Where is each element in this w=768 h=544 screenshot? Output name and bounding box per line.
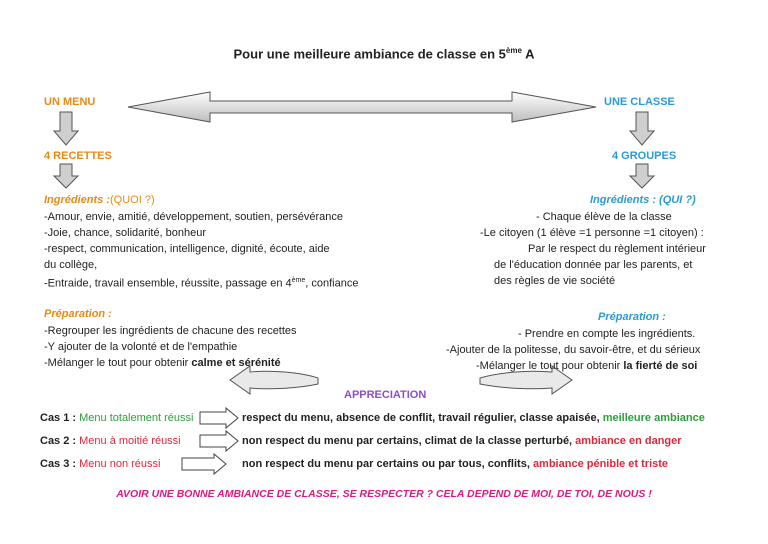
case-result-2: non respect du menu par certains, climat de la classe perturbé, ambiance en danger bbox=[242, 435, 682, 447]
footer-slogan: AVOIR UNE BONNE AMBIANCE DE CLASSE, SE RESPECTER ? CELA DEPEND DE MOI, DE TOI, DE NOUS ! bbox=[116, 488, 652, 500]
list-item: -Entraide, travail ensemble, réussite, passage en 4ème, confiance bbox=[44, 277, 359, 290]
case-arrow-3 bbox=[182, 454, 226, 474]
down-arrow-left-1 bbox=[54, 112, 78, 145]
list-item: -Ajouter de la politesse, du savoir-être, et du sérieux bbox=[446, 344, 701, 356]
right-preparation-title: Préparation : bbox=[598, 311, 666, 323]
list-item: -Le citoyen (1 élève =1 personne =1 citoyen) : bbox=[480, 227, 704, 239]
case-arrow-2 bbox=[200, 431, 238, 451]
list-item: -Mélanger le tout pour obtenir calme et sérénité bbox=[44, 357, 281, 369]
left-sub: 4 RECETTES bbox=[44, 150, 112, 162]
case-row-3: Cas 3 : Menu non réussi bbox=[40, 458, 161, 470]
list-item: des règles de vie société bbox=[494, 275, 616, 287]
list-item: -Y ajouter de la volonté et de l'empathie bbox=[44, 341, 238, 353]
left-ingredients-list bbox=[44, 209, 358, 289]
list-item: - Chaque élève de la classe bbox=[536, 211, 672, 223]
right-head: UNE CLASSE bbox=[604, 96, 675, 108]
appreciation-label: APPRECIATION bbox=[344, 389, 427, 401]
left-head: UN MENU bbox=[44, 96, 96, 108]
list-item: de l'éducation donnée par les parents, et bbox=[494, 259, 693, 271]
case-result-1: respect du menu, absence de conflit, travail régulier, classe apaisée, meilleure ambiance bbox=[242, 412, 705, 424]
list-item: -Joie, chance, solidarité, bonheur bbox=[44, 227, 207, 239]
case-result-3: non respect du menu par certains ou par tous, conflits, ambiance pénible et triste bbox=[242, 458, 669, 470]
right-sub: 4 GROUPES bbox=[612, 150, 677, 162]
right-ingredients-title: Ingrédients : (QUI ?) bbox=[590, 194, 696, 206]
case-row-1: Cas 1 : Menu totalement réussi bbox=[40, 412, 194, 424]
list-item: -respect, communication, intelligence, dignité, écoute, aide bbox=[44, 243, 330, 255]
list-item: du collège, bbox=[44, 259, 98, 271]
down-arrow-left-2 bbox=[54, 164, 78, 188]
page-title: Pour une meilleure ambiance de classe en 5ème A bbox=[233, 46, 535, 62]
list-item: -Amour, envie, amitié, développement, soutien, persévérance bbox=[44, 211, 343, 223]
left-ingredients-title: Ingrédients :(QUOI ?) bbox=[44, 194, 155, 206]
down-arrow-right-2 bbox=[630, 164, 654, 188]
list-item: Par le respect du règlement intérieur bbox=[528, 243, 706, 255]
list-item: -Regrouper les ingrédients de chacune des recettes bbox=[44, 325, 297, 337]
case-arrow-1 bbox=[200, 408, 238, 428]
list-item: - Prendre en compte les ingrédients. bbox=[518, 328, 696, 340]
double-arrow bbox=[128, 92, 596, 122]
list-item: -Mélanger le tout pour obtenir la fierté de soi bbox=[476, 360, 698, 372]
case-row-2: Cas 2 : Menu à moitié réussi bbox=[40, 435, 181, 447]
down-arrow-right-1 bbox=[630, 112, 654, 145]
left-preparation-title: Préparation : bbox=[44, 308, 112, 320]
left-preparation-list bbox=[44, 323, 297, 371]
